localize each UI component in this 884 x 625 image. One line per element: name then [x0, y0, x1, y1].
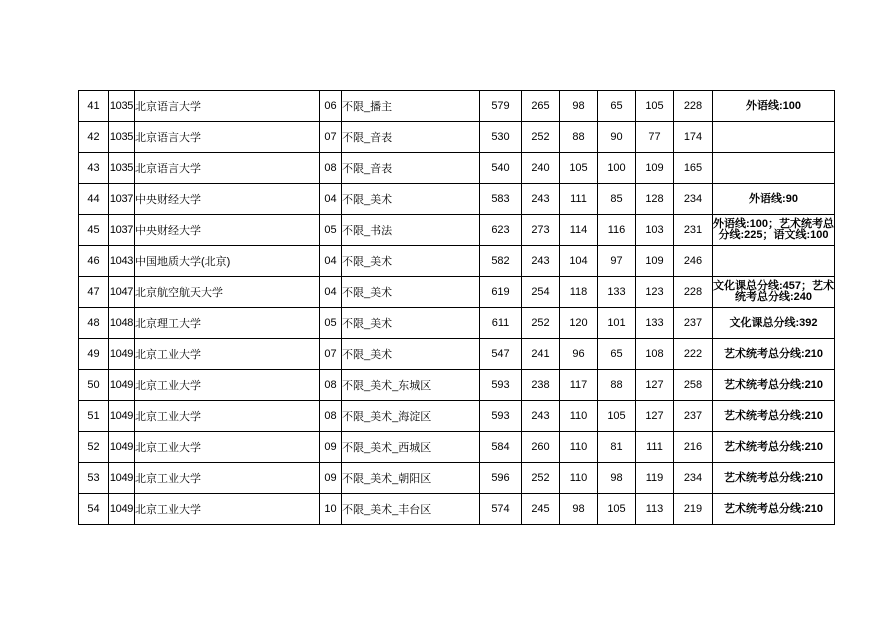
- remark: 文化课总分线:457；艺术统考总分线:240: [713, 277, 835, 308]
- total-score: 579: [480, 91, 522, 122]
- subject-score-2: 105: [560, 153, 598, 184]
- school-name: 北京工业大学: [135, 432, 320, 463]
- subject-score-2: 117: [560, 370, 598, 401]
- table-body: [79, 91, 835, 525]
- major-code: 05: [320, 308, 342, 339]
- major-code: 07: [320, 122, 342, 153]
- total-score: 582: [480, 246, 522, 277]
- major-name: 不限_书法: [342, 215, 480, 246]
- subject-score-4: 123: [636, 277, 674, 308]
- school-code: 1037: [109, 215, 135, 246]
- school-code: 1035: [109, 122, 135, 153]
- table-row: [79, 122, 835, 153]
- subject-score-5: 237: [674, 401, 713, 432]
- subject-score-1: 252: [522, 463, 560, 494]
- subject-score-1: 243: [522, 184, 560, 215]
- subject-score-2: 110: [560, 401, 598, 432]
- subject-score-1: 252: [522, 122, 560, 153]
- subject-score-1: 241: [522, 339, 560, 370]
- subject-score-4: 109: [636, 153, 674, 184]
- row-index: 52: [79, 432, 109, 463]
- table-row: [79, 246, 835, 277]
- major-name: 不限_美术_海淀区: [342, 401, 480, 432]
- major-name: 不限_美术: [342, 246, 480, 277]
- school-code: 1037: [109, 184, 135, 215]
- school-name: 北京语言大学: [135, 91, 320, 122]
- school-code: 1035: [109, 153, 135, 184]
- school-name: 北京工业大学: [135, 370, 320, 401]
- subject-score-1: 245: [522, 494, 560, 525]
- total-score: 611: [480, 308, 522, 339]
- subject-score-5: 258: [674, 370, 713, 401]
- total-score: 623: [480, 215, 522, 246]
- major-name: 不限_播主: [342, 91, 480, 122]
- school-name: 北京工业大学: [135, 463, 320, 494]
- subject-score-5: 234: [674, 463, 713, 494]
- total-score: 530: [480, 122, 522, 153]
- subject-score-1: 243: [522, 246, 560, 277]
- major-code: 07: [320, 339, 342, 370]
- major-code: 08: [320, 153, 342, 184]
- major-name: 不限_美术_朝阳区: [342, 463, 480, 494]
- school-code: 1049: [109, 370, 135, 401]
- table-row: [79, 463, 835, 494]
- subject-score-5: 228: [674, 91, 713, 122]
- row-index: 54: [79, 494, 109, 525]
- major-name: 不限_美术: [342, 184, 480, 215]
- remark: 艺术统考总分线:210: [713, 339, 835, 370]
- row-index: 43: [79, 153, 109, 184]
- subject-score-3: 100: [598, 153, 636, 184]
- major-name: 不限_美术_丰台区: [342, 494, 480, 525]
- row-index: 51: [79, 401, 109, 432]
- subject-score-4: 111: [636, 432, 674, 463]
- total-score: 584: [480, 432, 522, 463]
- total-score: 547: [480, 339, 522, 370]
- school-name: 北京工业大学: [135, 401, 320, 432]
- subject-score-4: 133: [636, 308, 674, 339]
- subject-score-1: 240: [522, 153, 560, 184]
- subject-score-1: 273: [522, 215, 560, 246]
- subject-score-2: 114: [560, 215, 598, 246]
- row-index: 53: [79, 463, 109, 494]
- school-code: 1047: [109, 277, 135, 308]
- remark: 外语线:90: [713, 184, 835, 215]
- school-name: 中央财经大学: [135, 184, 320, 215]
- school-code: 1043: [109, 246, 135, 277]
- subject-score-3: 116: [598, 215, 636, 246]
- subject-score-1: 265: [522, 91, 560, 122]
- major-code: 04: [320, 184, 342, 215]
- subject-score-4: 127: [636, 401, 674, 432]
- subject-score-4: 119: [636, 463, 674, 494]
- subject-score-2: 104: [560, 246, 598, 277]
- table-row: [79, 432, 835, 463]
- table-row: [79, 370, 835, 401]
- remark: [713, 153, 835, 184]
- remark: 艺术统考总分线:210: [713, 494, 835, 525]
- total-score: 540: [480, 153, 522, 184]
- total-score: 593: [480, 401, 522, 432]
- major-code: 04: [320, 246, 342, 277]
- subject-score-5: 246: [674, 246, 713, 277]
- row-index: 44: [79, 184, 109, 215]
- row-index: 45: [79, 215, 109, 246]
- subject-score-5: 222: [674, 339, 713, 370]
- remark: [713, 246, 835, 277]
- total-score: 596: [480, 463, 522, 494]
- subject-score-3: 97: [598, 246, 636, 277]
- table-row: [79, 215, 835, 246]
- subject-score-5: 234: [674, 184, 713, 215]
- subject-score-2: 88: [560, 122, 598, 153]
- school-name: 中央财经大学: [135, 215, 320, 246]
- subject-score-1: 254: [522, 277, 560, 308]
- major-name: 不限_音表: [342, 122, 480, 153]
- subject-score-3: 105: [598, 494, 636, 525]
- subject-score-4: 127: [636, 370, 674, 401]
- major-name: 不限_美术: [342, 339, 480, 370]
- admission-score-table: [78, 90, 835, 525]
- table-row: [79, 494, 835, 525]
- subject-score-1: 252: [522, 308, 560, 339]
- total-score: 593: [480, 370, 522, 401]
- major-code: 06: [320, 91, 342, 122]
- major-code: 08: [320, 370, 342, 401]
- subject-score-1: 243: [522, 401, 560, 432]
- school-code: 1049: [109, 494, 135, 525]
- subject-score-5: 174: [674, 122, 713, 153]
- subject-score-3: 101: [598, 308, 636, 339]
- subject-score-5: 219: [674, 494, 713, 525]
- school-name: 北京语言大学: [135, 153, 320, 184]
- major-name: 不限_音表: [342, 153, 480, 184]
- row-index: 47: [79, 277, 109, 308]
- subject-score-4: 113: [636, 494, 674, 525]
- subject-score-2: 98: [560, 494, 598, 525]
- row-index: 50: [79, 370, 109, 401]
- major-code: 04: [320, 277, 342, 308]
- subject-score-3: 85: [598, 184, 636, 215]
- school-name: 北京工业大学: [135, 339, 320, 370]
- table-row: [79, 277, 835, 308]
- row-index: 48: [79, 308, 109, 339]
- remark: 外语线:100；艺术统考总分线:225；语文线:100: [713, 215, 835, 246]
- major-code: 10: [320, 494, 342, 525]
- row-index: 46: [79, 246, 109, 277]
- subject-score-5: 237: [674, 308, 713, 339]
- major-code: 08: [320, 401, 342, 432]
- score-table-wrapper: [78, 90, 835, 525]
- row-index: 42: [79, 122, 109, 153]
- subject-score-5: 231: [674, 215, 713, 246]
- school-code: 1049: [109, 401, 135, 432]
- subject-score-1: 260: [522, 432, 560, 463]
- school-code: 1049: [109, 432, 135, 463]
- table-row: [79, 308, 835, 339]
- remark: 外语线:100: [713, 91, 835, 122]
- total-score: 619: [480, 277, 522, 308]
- subject-score-5: 228: [674, 277, 713, 308]
- major-code: 09: [320, 432, 342, 463]
- subject-score-4: 108: [636, 339, 674, 370]
- school-name: 北京工业大学: [135, 494, 320, 525]
- subject-score-3: 105: [598, 401, 636, 432]
- subject-score-5: 165: [674, 153, 713, 184]
- major-code: 09: [320, 463, 342, 494]
- subject-score-2: 110: [560, 463, 598, 494]
- remark: [713, 122, 835, 153]
- subject-score-4: 77: [636, 122, 674, 153]
- subject-score-4: 109: [636, 246, 674, 277]
- major-name: 不限_美术_东城区: [342, 370, 480, 401]
- subject-score-2: 96: [560, 339, 598, 370]
- row-index: 41: [79, 91, 109, 122]
- major-name: 不限_美术: [342, 308, 480, 339]
- table-row: [79, 153, 835, 184]
- subject-score-3: 98: [598, 463, 636, 494]
- subject-score-5: 216: [674, 432, 713, 463]
- school-name: 北京航空航天大学: [135, 277, 320, 308]
- subject-score-3: 90: [598, 122, 636, 153]
- remark: 艺术统考总分线:210: [713, 463, 835, 494]
- subject-score-2: 120: [560, 308, 598, 339]
- subject-score-2: 110: [560, 432, 598, 463]
- total-score: 583: [480, 184, 522, 215]
- subject-score-4: 128: [636, 184, 674, 215]
- subject-score-3: 88: [598, 370, 636, 401]
- school-code: 1048: [109, 308, 135, 339]
- row-index: 49: [79, 339, 109, 370]
- school-name: 中国地质大学(北京): [135, 246, 320, 277]
- subject-score-2: 118: [560, 277, 598, 308]
- total-score: 574: [480, 494, 522, 525]
- remark: 艺术统考总分线:210: [713, 432, 835, 463]
- school-code: 1035: [109, 91, 135, 122]
- major-name: 不限_美术_西城区: [342, 432, 480, 463]
- subject-score-2: 98: [560, 91, 598, 122]
- subject-score-4: 105: [636, 91, 674, 122]
- remark: 艺术统考总分线:210: [713, 401, 835, 432]
- remark: 艺术统考总分线:210: [713, 370, 835, 401]
- table-row: [79, 339, 835, 370]
- subject-score-2: 111: [560, 184, 598, 215]
- school-code: 1049: [109, 463, 135, 494]
- table-row: [79, 401, 835, 432]
- table-row: [79, 184, 835, 215]
- subject-score-3: 81: [598, 432, 636, 463]
- subject-score-4: 103: [636, 215, 674, 246]
- subject-score-3: 65: [598, 91, 636, 122]
- subject-score-1: 238: [522, 370, 560, 401]
- remark: 文化课总分线:392: [713, 308, 835, 339]
- school-name: 北京理工大学: [135, 308, 320, 339]
- subject-score-3: 133: [598, 277, 636, 308]
- school-code: 1049: [109, 339, 135, 370]
- major-name: 不限_美术: [342, 277, 480, 308]
- subject-score-3: 65: [598, 339, 636, 370]
- school-name: 北京语言大学: [135, 122, 320, 153]
- table-row: [79, 91, 835, 122]
- major-code: 05: [320, 215, 342, 246]
